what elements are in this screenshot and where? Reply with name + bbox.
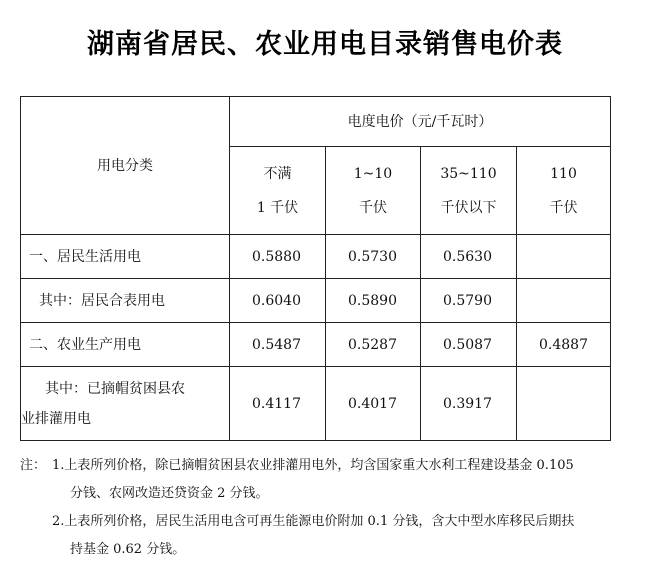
column-header-line2: 千伏 [359,199,387,216]
footnote-2 [20,508,620,564]
price-cell [517,235,611,279]
price-cell: 0.4887 [517,323,611,367]
column-header-line1: 不满 [263,165,292,182]
category-header: 用电分类 [21,97,230,235]
row-label-line1: 其中：已摘帽贫困县农 [45,380,185,397]
page-title: 湖南省居民、农业用电目录销售电价表 [87,29,563,60]
table-row [21,279,611,323]
price-cell: 0.4117 [230,367,326,441]
footnote-2-line1: 2.上表所列价格，居民生活用电含可再生能源电价附加 0.1 分钱，含大中型水库移民后期扶 [52,514,575,529]
column-header-voltage-35-110kv [421,147,517,235]
price-cell: 0.5487 [230,323,326,367]
column-header-line1: 110 [550,165,577,182]
price-cell: 0.5880 [230,235,326,279]
footnote-2-line2: 持基金 0.62 分钱。 [70,542,186,557]
price-cell: 0.3917 [421,367,517,441]
footnotes [20,452,620,564]
price-header: 电度电价（元/千瓦时） [230,97,611,147]
price-cell: 0.4017 [326,367,421,441]
column-header-voltage-under-1kv [230,147,326,235]
column-header-line2: 千伏 [549,199,578,216]
price-cell [517,367,611,441]
price-cell: 0.5890 [326,279,421,323]
footnote-prefix: 注： [20,458,47,473]
price-cell: 0.6040 [230,279,326,323]
row-label: 一、居民生活用电 [21,235,230,279]
table-header-row [21,97,611,147]
price-cell [517,279,611,323]
price-table [20,96,611,441]
price-cell: 0.5790 [421,279,517,323]
table-row [21,323,611,367]
price-cell: 0.5087 [421,323,517,367]
row-label-line2: 业排灌用电 [21,410,91,427]
table-row [21,367,611,441]
column-header-line1: 1~10 [353,165,393,182]
column-header-line1: 35~110 [440,165,497,182]
column-header-line2: 1 千伏 [256,199,299,216]
footnote-1 [20,452,620,508]
price-cell: 0.5287 [326,323,421,367]
table-row [21,235,611,279]
row-label [21,367,230,441]
column-header-line2: 千伏以下 [440,199,497,216]
footnote-1-line2: 分钱、农网改造还贷资金 2 分钱。 [70,486,269,501]
row-label: 二、农业生产用电 [21,323,230,367]
column-header-voltage-1-10kv [326,147,421,235]
price-cell: 0.5730 [326,235,421,279]
column-header-voltage-110kv [517,147,611,235]
footnote-1-line1: 1.上表所列价格，除已摘帽贫困县农业排灌用电外，均含国家重大水利工程建设基金 0.105 [52,458,574,473]
row-label: 其中：居民合表用电 [21,279,230,323]
price-cell: 0.5630 [421,235,517,279]
